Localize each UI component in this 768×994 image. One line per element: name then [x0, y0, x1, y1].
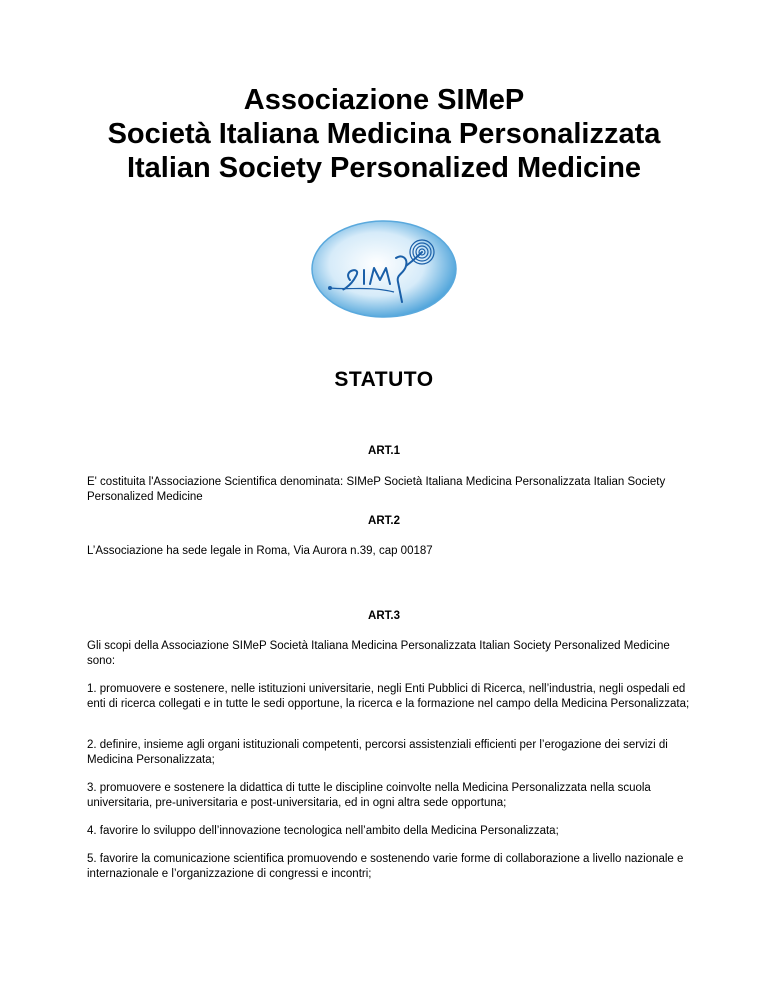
article-2-paragraph-1: L’Associazione ha sede legale in Roma, Via Aurora n.39, cap 00187: [87, 545, 433, 557]
title-line-2: Società Italiana Medicina Personalizzata: [107, 118, 661, 150]
article-3-item-2: 2. definire, insieme agli organi istituzionali competenti, percorsi assistenziali efficienti per l’erogazione dei servizi di Medicina Personalizzata;: [87, 739, 668, 766]
simep-logo-graphic: [310, 218, 458, 320]
title-line-3: Italian Society Personalized Medicine: [126, 152, 642, 184]
statuto-heading: STATUTO: [334, 368, 434, 391]
article-3-intro: Gli scopi della Associazione SIMeP Società Italiana Medicina Personalizzata Italian Society Personalized Medicine sono:: [87, 640, 670, 667]
article-3-item-4: 4. favorire lo sviluppo dell’innovazione tecnologica nell’ambito della Medicina Personalizzata;: [87, 825, 559, 837]
article-1-heading: ART.1: [368, 445, 400, 457]
article-3-item-5: 5. favorire la comunicazione scientifica promuovendo e sostenendo varie forme di collaborazione a livello nazionale e internazionale e l’organizzazione di congressi e incontri;: [87, 853, 684, 880]
article-3-item-3: 3. promuovere e sostenere la didattica di tutte le discipline coinvolte nella Medicina Personalizzata nella scuola universitaria, pre-universitaria e post-universitaria, ed in ogni altra sede opportuna;: [87, 782, 651, 809]
article-3-item-1: 1. promuovere e sostenere, nelle istituzioni universitarie, negli Enti Pubblici di Ricerca, nell’industria, negli ospedali ed enti di ricerca collegati e in tutte le sedi opportune, la ricerca e la formazione nel campo della Medicina Personalizzata;: [87, 683, 690, 710]
simep-logo: [310, 218, 458, 320]
article-2-heading: ART.2: [368, 515, 400, 527]
article-1-paragraph-1: E' costituita l'Associazione Scientifica denominata: SIMeP Società Italiana Medicina Personalizzata Italian Society Personalized Medicine: [87, 476, 666, 503]
article-3-heading: ART.3: [368, 610, 400, 622]
title-line-1: Associazione SIMeP: [243, 84, 525, 116]
